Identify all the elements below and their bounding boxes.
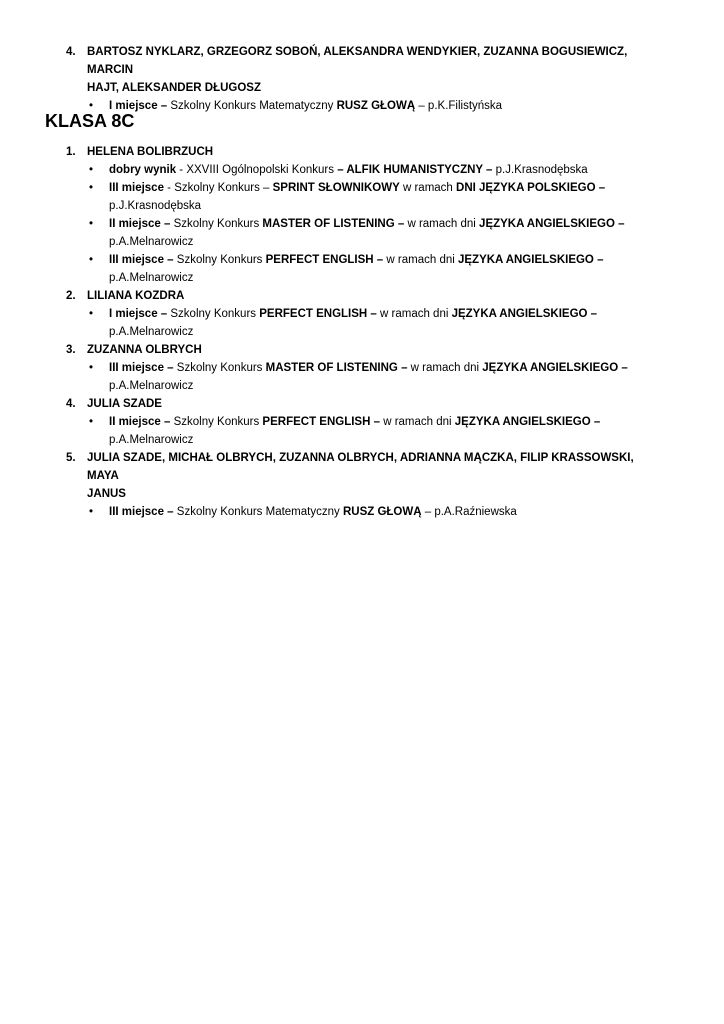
award-contest: RUSZ GŁOWĄ (342, 506, 422, 518)
award-contest: PERFECT ENGLISH – (259, 308, 377, 320)
award-item (89, 179, 666, 215)
bullet-icon: • (89, 218, 94, 230)
award-place: III miejsce (109, 182, 164, 194)
names-line-1: JULIA SZADE, MICHAŁ OLBRYCH, ZUZANNA OLBRYCH, ADRIANNA MĄCZKA, FILIP KRASSOWSKI, MAYA (87, 452, 634, 482)
bullet-icon: • (89, 308, 94, 320)
award-text: Szkolny Konkurs Matematyczny (173, 506, 343, 518)
award-teacher: p.J.Krasnodębska (492, 164, 588, 176)
award-item (89, 97, 666, 115)
award-teacher: p.J.Krasnodębska (109, 200, 202, 212)
award-event: JĘZYKA ANGIELSKIEGO – (454, 416, 601, 428)
award-event: JĘZYKA ANGIELSKIEGO – (451, 308, 598, 320)
award-event: DNI JĘZYKA POLSKIEGO – (456, 182, 606, 194)
entry-name: ZUZANNA OLBRYCH (87, 344, 202, 356)
award-event: JĘZYKA ANGIELSKIEGO – (457, 254, 604, 266)
award-item (89, 251, 666, 287)
names-line-2: JANUS (87, 488, 126, 500)
award-teacher: p.A.Melnarowicz (109, 326, 194, 338)
bullet-icon: • (89, 506, 94, 518)
award-teacher: p.A.Melnarowicz (109, 236, 194, 248)
award-place: III miejsce – (109, 362, 174, 374)
award-text: Szkolny Konkurs (170, 416, 263, 428)
award-contest: PERFECT ENGLISH – (265, 254, 384, 266)
award-teacher: – p.K.Filistyńska (415, 100, 503, 112)
award-text-2: w ramach dni (383, 254, 458, 266)
award-event: JĘZYKA ANGIELSKIEGO – (482, 362, 628, 374)
entry-top-4 (66, 43, 666, 115)
award-text: Szkolny Konkurs (170, 218, 263, 230)
award-contest: RUSZ GŁOWĄ (336, 100, 416, 112)
award-teacher: p.A.Melnarowicz (109, 272, 194, 284)
award-text-2: w ramach dni (404, 218, 480, 230)
award-contest: PERFECT ENGLISH – (262, 416, 380, 428)
award-contest: SPRINT SŁOWNIKOWY (272, 182, 400, 194)
entry-1 (66, 143, 666, 287)
entry-number: 5. (66, 452, 76, 464)
bullet-icon: • (89, 254, 94, 266)
entry-name: HELENA BOLIBRZUCH (87, 146, 214, 158)
award-text-2: w ramach dni (407, 362, 483, 374)
award-text-2: w ramach dni (380, 416, 455, 428)
award-contest: MASTER OF LISTENING – (265, 362, 408, 374)
award-text: Szkolny Konkurs (173, 362, 266, 374)
names-line-2: HAJT, ALEKSANDER DŁUGOSZ (87, 82, 261, 94)
award-item (89, 503, 666, 521)
award-place: I miejsce – (109, 100, 168, 112)
award-place: II miejsce – (109, 416, 171, 428)
bullet-icon: • (89, 362, 94, 374)
award-place: I miejsce – (109, 308, 168, 320)
award-item (89, 161, 666, 179)
entry-2 (66, 287, 666, 341)
award-place: dobry wynik (109, 164, 177, 176)
entry-name: LILIANA KOZDRA (87, 290, 185, 302)
bullet-icon: • (89, 416, 94, 428)
award-text-2: w ramach dni (376, 308, 452, 320)
award-item (89, 359, 666, 395)
award-text-2: w ramach (399, 182, 457, 194)
award-place: III miejsce – (109, 506, 174, 518)
entry-name: JULIA SZADE (87, 398, 162, 410)
section-heading: KLASA 8C (45, 111, 135, 131)
entry-number: 3. (66, 344, 76, 356)
award-place: III miejsce – (109, 254, 174, 266)
award-teacher: p.A.Melnarowicz (109, 380, 194, 392)
bullet-icon: • (89, 100, 94, 112)
award-item (89, 305, 666, 341)
award-teacher: p.A.Melnarowicz (109, 434, 194, 446)
names-line-1: BARTOSZ NYKLARZ, GRZEGORZ SOBOŃ, ALEKSANDRA WENDYKIER, ZUZANNA BOGUSIEWICZ, MARCIN (87, 46, 628, 76)
entry-names (87, 43, 666, 97)
award-text: - Szkolny Konkurs – (163, 182, 273, 194)
award-item (89, 413, 666, 449)
award-event: JĘZYKA ANGIELSKIEGO – (479, 218, 625, 230)
entry-5 (66, 449, 666, 521)
award-text: Szkolny Konkurs (167, 308, 260, 320)
award-text: Szkolny Konkurs (173, 254, 266, 266)
entry-number: 2. (66, 290, 76, 302)
entry-number: 1. (66, 146, 76, 158)
award-place: II miejsce – (109, 218, 171, 230)
entry-names (87, 449, 666, 503)
entry-4 (66, 395, 666, 449)
award-text: - XXVIII Ogólnopolski Konkurs (176, 164, 338, 176)
bullet-icon: • (89, 164, 94, 176)
award-text: Szkolny Konkurs Matematyczny (167, 100, 337, 112)
entry-3 (66, 341, 666, 395)
bullet-icon: • (89, 182, 94, 194)
entry-number: 4. (66, 46, 76, 58)
award-item (89, 215, 666, 251)
award-contest: MASTER OF LISTENING – (262, 218, 405, 230)
award-contest: – ALFIK HUMANISTYCZNY – (337, 164, 493, 176)
award-teacher: – p.A.Raźniewska (421, 506, 517, 518)
entry-number: 4. (66, 398, 76, 410)
